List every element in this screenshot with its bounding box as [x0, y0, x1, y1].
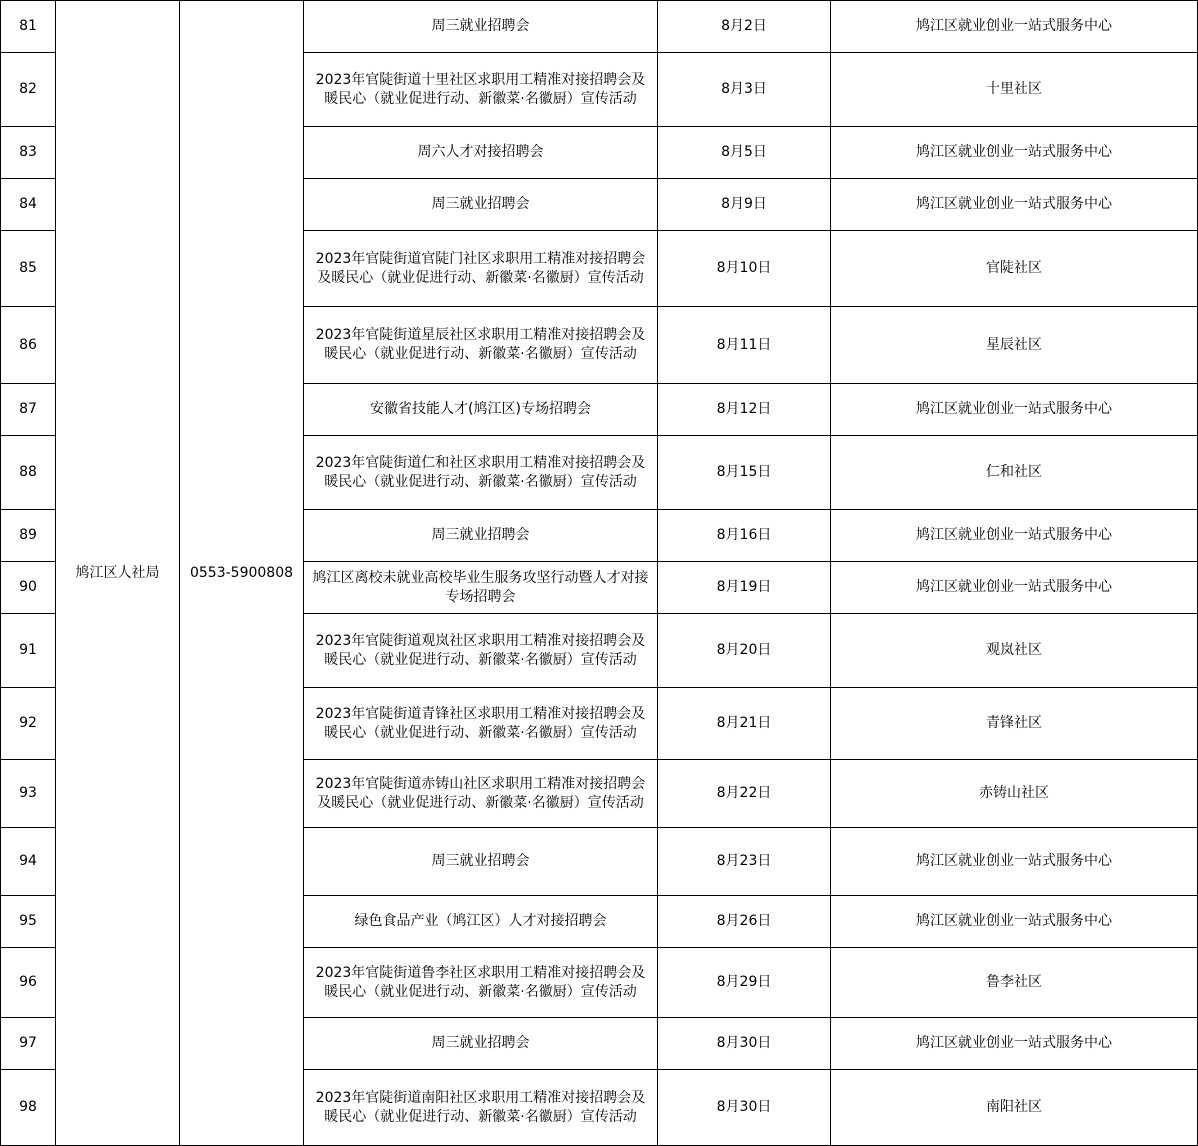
event-venue: 鲁李社区	[831, 948, 1198, 1018]
event-date: 8月20日	[658, 614, 831, 688]
row-number: 95	[1, 896, 56, 948]
event-venue: 十里社区	[831, 53, 1198, 127]
event-date: 8月22日	[658, 760, 831, 828]
event-name: 鸠江区离校未就业高校毕业生服务攻坚行动暨人才对接专场招聘会	[304, 562, 658, 614]
organizer-cell: 鸠江区人社局	[56, 1, 180, 1146]
event-name: 2023年官陡街道南阳社区求职用工精准对接招聘会及暖民心（就业促进行动、新徽菜·名徽厨）宣传活动	[304, 1070, 658, 1146]
event-venue: 南阳社区	[831, 1070, 1198, 1146]
row-number: 81	[1, 1, 56, 53]
event-venue: 鸠江区就业创业一站式服务中心	[831, 384, 1198, 436]
event-date: 8月29日	[658, 948, 831, 1018]
event-name: 2023年官陡街道观岚社区求职用工精准对接招聘会及暖民心（就业促进行动、新徽菜·名徽厨）宣传活动	[304, 614, 658, 688]
phone-cell: 0553-5900808	[180, 1, 304, 1146]
row-number: 92	[1, 688, 56, 760]
event-date: 8月5日	[658, 127, 831, 179]
row-number: 98	[1, 1070, 56, 1146]
row-number: 93	[1, 760, 56, 828]
event-venue: 星辰社区	[831, 307, 1198, 384]
event-venue: 青锋社区	[831, 688, 1198, 760]
event-name: 安徽省技能人才(鸠江区)专场招聘会	[304, 384, 658, 436]
event-name: 2023年官陡街道青锋社区求职用工精准对接招聘会及暖民心（就业促进行动、新徽菜·名徽厨）宣传活动	[304, 688, 658, 760]
event-name: 周三就业招聘会	[304, 510, 658, 562]
row-number: 89	[1, 510, 56, 562]
event-name: 2023年官陡街道官陡门社区求职用工精准对接招聘会及暖民心（就业促进行动、新徽菜·名徽厨）宣传活动	[304, 231, 658, 307]
event-date: 8月9日	[658, 179, 831, 231]
event-venue: 鸠江区就业创业一站式服务中心	[831, 510, 1198, 562]
event-venue: 鸠江区就业创业一站式服务中心	[831, 896, 1198, 948]
row-number: 83	[1, 127, 56, 179]
event-date: 8月2日	[658, 1, 831, 53]
event-venue: 鸠江区就业创业一站式服务中心	[831, 828, 1198, 896]
row-number: 94	[1, 828, 56, 896]
event-name: 绿色食品产业（鸠江区）人才对接招聘会	[304, 896, 658, 948]
event-name: 2023年官陡街道赤铸山社区求职用工精准对接招聘会及暖民心（就业促进行动、新徽菜·名徽厨）宣传活动	[304, 760, 658, 828]
event-date: 8月26日	[658, 896, 831, 948]
row-number: 96	[1, 948, 56, 1018]
event-name: 周三就业招聘会	[304, 179, 658, 231]
event-date: 8月15日	[658, 436, 831, 510]
event-name: 2023年官陡街道星辰社区求职用工精准对接招聘会及暖民心（就业促进行动、新徽菜·名徽厨）宣传活动	[304, 307, 658, 384]
event-date: 8月11日	[658, 307, 831, 384]
event-date: 8月30日	[658, 1070, 831, 1146]
row-number: 97	[1, 1018, 56, 1070]
row-number: 86	[1, 307, 56, 384]
event-venue: 鸠江区就业创业一站式服务中心	[831, 1, 1198, 53]
event-venue: 官陡社区	[831, 231, 1198, 307]
row-number: 91	[1, 614, 56, 688]
event-name: 周三就业招聘会	[304, 1018, 658, 1070]
row-number: 87	[1, 384, 56, 436]
event-name: 2023年官陡街道十里社区求职用工精准对接招聘会及暖民心（就业促进行动、新徽菜·名徽厨）宣传活动	[304, 53, 658, 127]
row-number: 84	[1, 179, 56, 231]
event-date: 8月23日	[658, 828, 831, 896]
row-number: 85	[1, 231, 56, 307]
table-row	[1, 1, 1198, 53]
row-number: 88	[1, 436, 56, 510]
event-venue: 鸠江区就业创业一站式服务中心	[831, 179, 1198, 231]
row-number: 82	[1, 53, 56, 127]
event-date: 8月21日	[658, 688, 831, 760]
event-venue: 鸠江区就业创业一站式服务中心	[831, 1018, 1198, 1070]
event-name: 周三就业招聘会	[304, 828, 658, 896]
event-name: 2023年官陡街道仁和社区求职用工精准对接招聘会及暖民心（就业促进行动、新徽菜·名徽厨）宣传活动	[304, 436, 658, 510]
event-venue: 鸠江区就业创业一站式服务中心	[831, 127, 1198, 179]
event-date: 8月3日	[658, 53, 831, 127]
event-date: 8月30日	[658, 1018, 831, 1070]
event-name: 2023年官陡街道鲁李社区求职用工精准对接招聘会及暖民心（就业促进行动、新徽菜·名徽厨）宣传活动	[304, 948, 658, 1018]
event-date: 8月12日	[658, 384, 831, 436]
event-name: 周三就业招聘会	[304, 1, 658, 53]
event-date: 8月10日	[658, 231, 831, 307]
event-venue: 仁和社区	[831, 436, 1198, 510]
event-name: 周六人才对接招聘会	[304, 127, 658, 179]
event-date: 8月19日	[658, 562, 831, 614]
event-venue: 观岚社区	[831, 614, 1198, 688]
event-date: 8月16日	[658, 510, 831, 562]
event-venue: 鸠江区就业创业一站式服务中心	[831, 562, 1198, 614]
row-number: 90	[1, 562, 56, 614]
event-venue: 赤铸山社区	[831, 760, 1198, 828]
